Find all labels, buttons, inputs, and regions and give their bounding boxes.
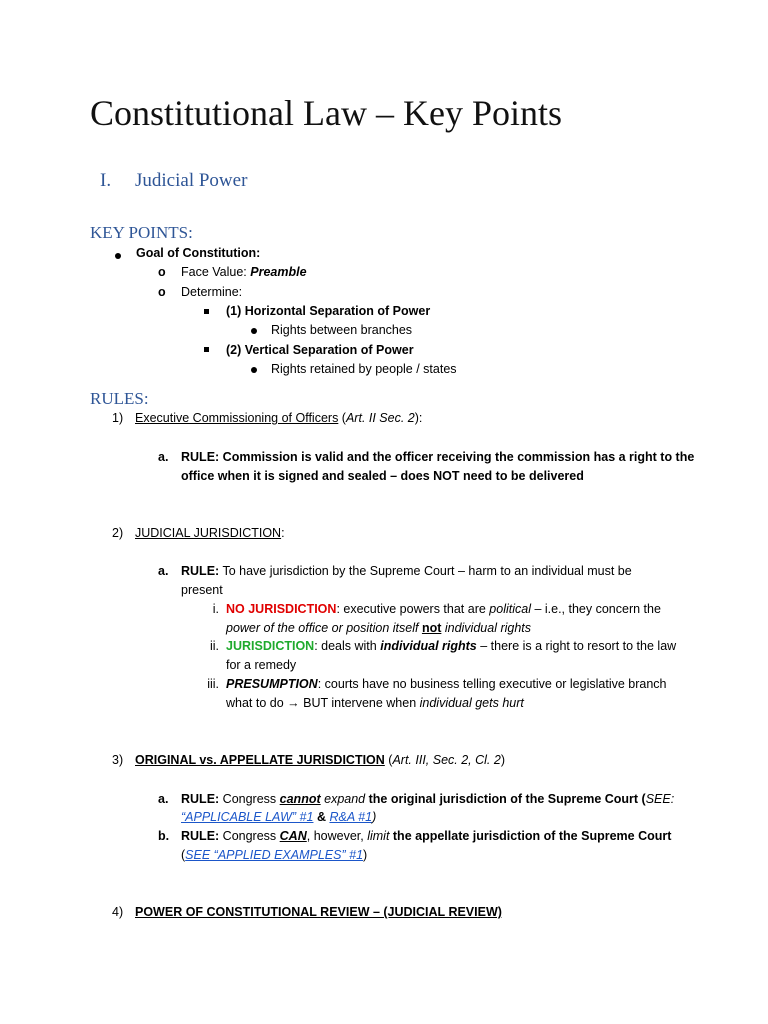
rule-1-title: Executive Commissioning of Officers: [135, 411, 339, 425]
square-bullet-icon: [204, 347, 209, 352]
rule-2a-text1: To have jurisdiction by the Supreme Court – harm to an individual must be: [219, 564, 632, 578]
text: Congress: [219, 792, 280, 806]
rule-2a-i-line2: [226, 619, 531, 638]
text: Congress: [219, 829, 280, 843]
section-label: Judicial Power: [135, 170, 248, 191]
text: the original jurisdiction of the Supreme Court (: [365, 792, 646, 806]
hollow-bullet-icon: o: [158, 285, 166, 299]
rule-2a-iii-number: iii.: [207, 677, 219, 691]
rule-3b-line1: [181, 827, 671, 846]
rule-2a-ii-line1: [226, 637, 676, 656]
rule-1a-number: a.: [158, 450, 169, 464]
presumption-label: PRESUMPTION: [226, 677, 318, 691]
rule-2a-ii-number: ii.: [209, 639, 219, 653]
bullet-dot-icon: [115, 253, 121, 259]
rule-4-number: 4): [112, 905, 124, 919]
applicable-law-link[interactable]: “APPLICABLE LAW” #1: [181, 810, 314, 824]
text: – there is a right to resort to the law: [476, 639, 677, 653]
paren-close: ): [363, 848, 368, 862]
rule-3-title: ORIGINAL vs. APPELLATE JURISDICTION: [135, 753, 385, 767]
rule-label: RULE:: [181, 450, 220, 464]
face-value-label: Face Value:: [181, 265, 251, 279]
paren-open: (: [384, 753, 393, 767]
no-jurisdiction-label: NO JURISDICTION: [226, 602, 337, 616]
rule-3-number: 3): [112, 753, 124, 767]
rules-heading: RULES:: [90, 389, 149, 408]
rule-1-heading: [135, 409, 422, 428]
rule-1-reference: Art. II Sec. 2: [345, 411, 415, 425]
text: &: [313, 810, 330, 824]
rule-1a-line2: office when it is signed and sealed – does NOT need to be delivered: [181, 469, 584, 483]
rule-3-reference: Art. III, Sec. 2, Cl. 2: [392, 753, 501, 767]
paren-close: ):: [414, 411, 423, 425]
rule-label: RULE:: [181, 564, 220, 578]
text-italic: SEE:: [645, 792, 675, 806]
rule-2a-ii-line2: for a remedy: [226, 658, 297, 672]
rule-1a-text: Commission is valid and the officer receiving the commission has a right to the: [219, 450, 695, 464]
horizontal-sub-item: Rights between branches: [271, 323, 413, 337]
applied-examples-link[interactable]: SEE “APPLIED EXAMPLES” #1: [185, 848, 364, 862]
rule-1a-line1: [181, 448, 694, 467]
goal-of-constitution: Goal of Constitution:: [136, 246, 261, 260]
text-italic: individual gets hurt: [419, 696, 524, 710]
ra-link[interactable]: R&A #1: [329, 810, 373, 824]
text: what to do → BUT intervene when: [226, 696, 420, 710]
text-emphasis: CAN: [279, 829, 307, 843]
text: : courts have no business telling executive or legislative branch: [317, 677, 667, 691]
bullet-dot-icon: [251, 367, 257, 373]
rule-2a-number: a.: [158, 564, 169, 578]
text: power of the office or position itself: [226, 621, 422, 635]
text: : deals with: [314, 639, 381, 653]
rule-2a-iii-line1: [226, 675, 667, 694]
vertical-sub-item: Rights retained by people / states: [271, 362, 457, 376]
face-value-item: [181, 263, 307, 282]
jurisdiction-label: JURISDICTION: [226, 639, 315, 653]
paren-open: (: [181, 848, 186, 862]
text-emphasis: cannot: [279, 792, 321, 806]
rule-3b-number: b.: [158, 829, 170, 843]
rule-4-title: POWER OF CONSTITUTIONAL REVIEW – (JUDICIAL REVIEW): [135, 905, 502, 919]
rule-2-title: JUDICIAL JURISDICTION: [135, 526, 282, 540]
rule-3a-line2: [181, 808, 376, 827]
face-value-text: Preamble: [250, 265, 307, 279]
text: – i.e., they concern the: [530, 602, 661, 616]
text-italic: limit: [367, 829, 390, 843]
document-title: Constitutional Law – Key Points: [90, 93, 562, 133]
rule-2a-line1: [181, 562, 632, 581]
hollow-bullet-icon: o: [158, 265, 166, 279]
rule-3-heading: [135, 751, 505, 770]
rule-2a-i-number: i.: [212, 602, 219, 616]
rule-1-number: 1): [112, 411, 124, 425]
colon: :: [281, 526, 285, 540]
rule-2-number: 2): [112, 526, 124, 540]
vertical-separation: (2) Vertical Separation of Power: [226, 343, 414, 357]
text: individual rights: [441, 621, 532, 635]
paren-close: ): [372, 810, 377, 824]
rule-2a-i-line1: [226, 600, 661, 619]
rule-3a-number: a.: [158, 792, 169, 806]
rule-3b-line2: [181, 846, 367, 865]
text-italic: political: [489, 602, 531, 616]
text: , however,: [306, 829, 368, 843]
determine-item: Determine:: [181, 285, 243, 299]
text-italic: individual rights: [380, 639, 477, 653]
section-number: I.: [100, 170, 112, 191]
rule-2a-iii-line2: [226, 694, 524, 713]
paren-open: (: [338, 411, 346, 425]
rule-3a-line1: [181, 790, 674, 809]
key-points-heading: KEY POINTS:: [90, 223, 193, 242]
rule-2a-line2: present: [181, 583, 223, 597]
rule-2-heading: [135, 524, 285, 543]
text-emphasis: not: [421, 621, 442, 635]
rule-label: RULE:: [181, 792, 220, 806]
horizontal-separation: (1) Horizontal Separation of Power: [226, 304, 431, 318]
text-italic: expand: [324, 792, 366, 806]
paren-close: ): [500, 753, 505, 767]
section-heading: [100, 170, 247, 192]
text: : executive powers that are: [336, 602, 490, 616]
bullet-dot-icon: [251, 328, 257, 334]
square-bullet-icon: [204, 309, 209, 314]
text: the appellate jurisdiction of the Supreme Court: [389, 829, 672, 843]
rule-label: RULE:: [181, 829, 220, 843]
